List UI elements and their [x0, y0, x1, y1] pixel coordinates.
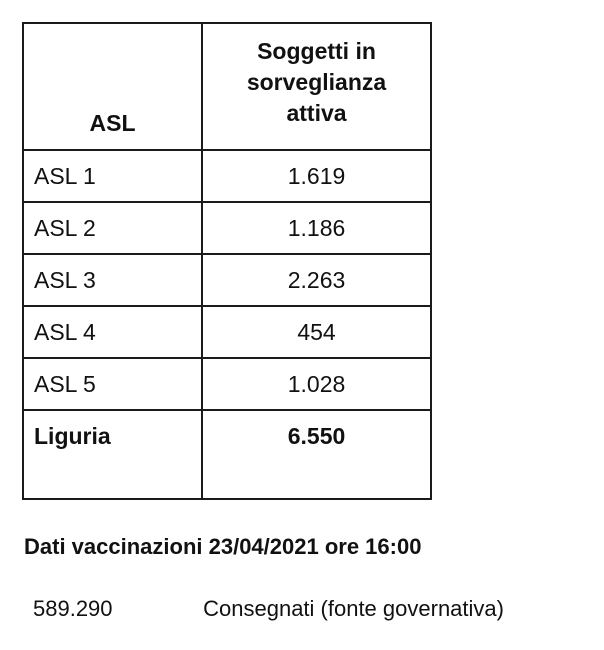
asl-value-cell: 1.186: [202, 202, 431, 254]
asl-surveillance-table: [22, 22, 432, 500]
asl-name-cell: ASL 4: [23, 306, 202, 358]
total-value-cell: 6.550: [202, 410, 431, 499]
table-row: [23, 150, 431, 202]
asl-value-cell: 454: [202, 306, 431, 358]
asl-value-cell: 1.619: [202, 150, 431, 202]
asl-name-cell: ASL 3: [23, 254, 202, 306]
table-row: [23, 254, 431, 306]
header-soggetti-line-1: Soggetti in: [257, 38, 376, 64]
vaccination-delivered-row: [33, 596, 504, 622]
table-header-row: [23, 23, 431, 150]
asl-value-cell: 1.028: [202, 358, 431, 410]
table-row: [23, 358, 431, 410]
table-total-row: [23, 410, 431, 499]
header-soggetti-line-3: attiva: [286, 100, 347, 126]
table-row: [23, 306, 431, 358]
asl-value-cell: 2.263: [202, 254, 431, 306]
delivered-value: 589.290: [33, 596, 113, 621]
asl-name-cell: ASL 1: [23, 150, 202, 202]
total-name-cell: Liguria: [23, 410, 202, 499]
vaccination-heading: Dati vaccinazioni 23/04/2021 ore 16:00: [24, 534, 422, 559]
delivered-label: Consegnati (fonte governativa): [203, 596, 504, 621]
header-asl: ASL: [23, 23, 202, 150]
asl-name-cell: ASL 5: [23, 358, 202, 410]
header-soggetti: [202, 23, 431, 150]
table-row: [23, 202, 431, 254]
asl-name-cell: ASL 2: [23, 202, 202, 254]
header-soggetti-line-2: sorveglianza: [246, 69, 387, 95]
